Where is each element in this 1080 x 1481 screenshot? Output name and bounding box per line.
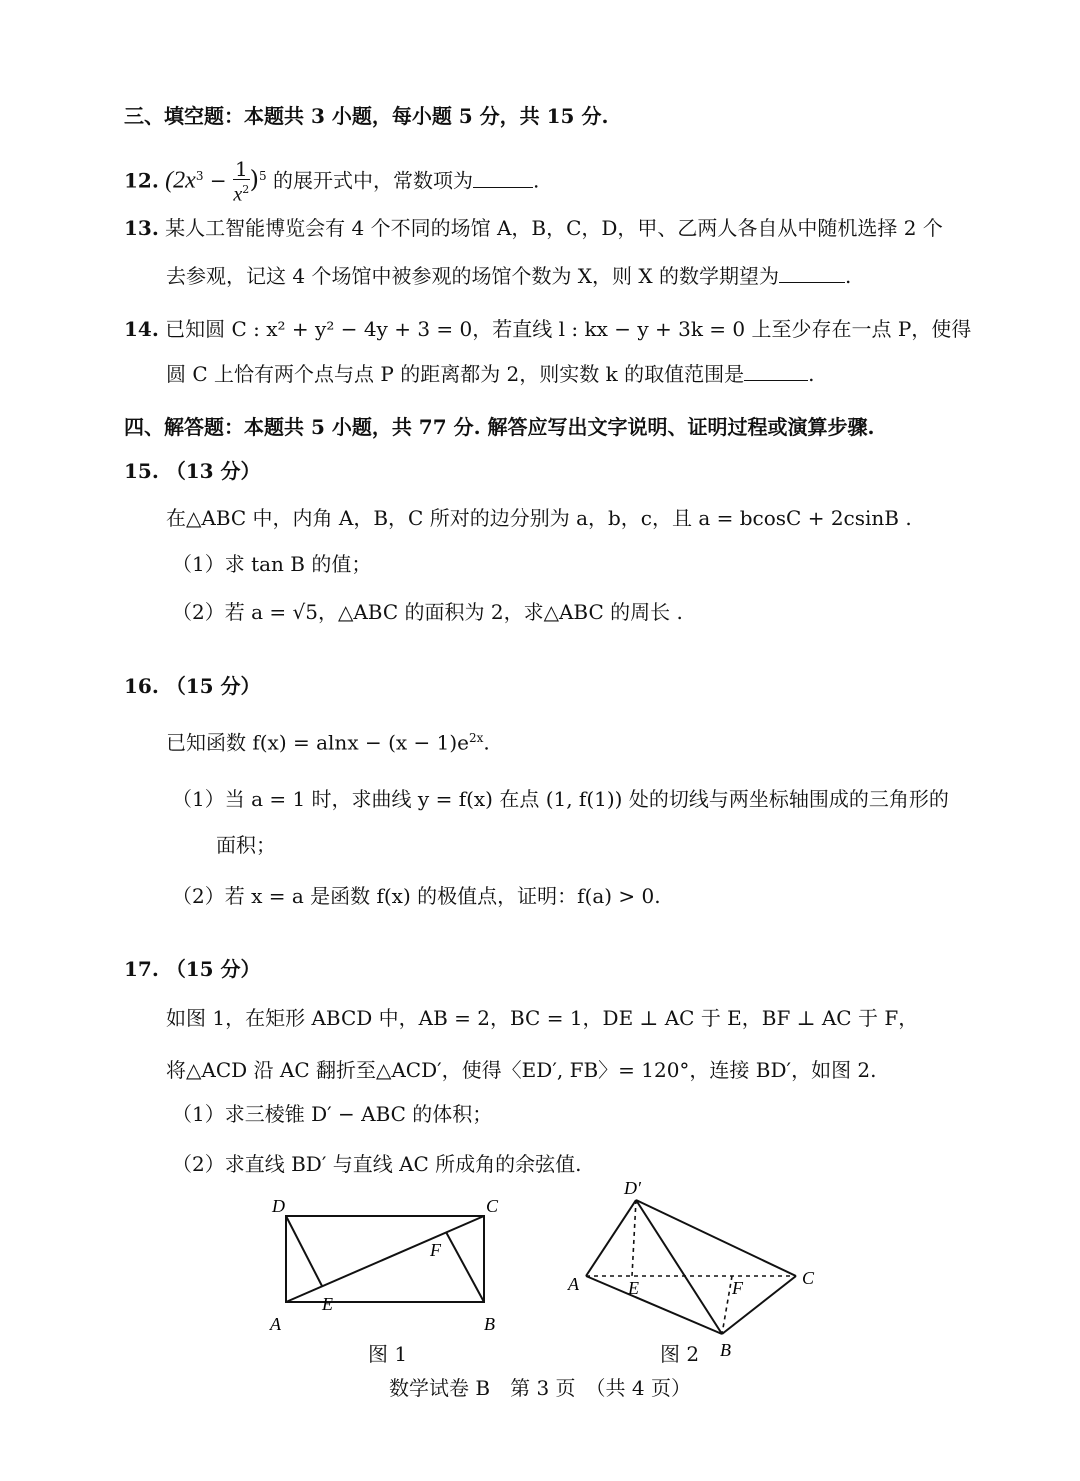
q12-exp-3: 3: [195, 169, 204, 183]
fig2-label-c: C: [802, 1268, 815, 1288]
q17-header: 17. （15 分）: [124, 957, 261, 981]
fig1-label-e: E: [322, 1294, 333, 1314]
q15-stem: 在△ABC 中，内角 A，B，C 所对的边分别为 a，b，c，且 a = bcosC + 2csinB .: [166, 506, 912, 530]
q16-header: 16. （15 分）: [124, 674, 261, 698]
q12-answer-blank: [473, 169, 533, 188]
q14-end: .: [808, 362, 815, 386]
q17-part-2: （2）求直线 BD′ 与直线 AC 所成角的余弦值.: [172, 1152, 582, 1176]
fig2-edge-de-hidden: [632, 1200, 636, 1276]
fig1-diagonal-ac: [286, 1216, 484, 1302]
section-4-heading: 四、解答题：本题共 5 小题，共 77 分. 解答应写出文字说明、证明过程或演算步骤.: [124, 415, 875, 439]
q14-text-2: 圆 C 上恰有两个点与点 P 的距离都为 2，则实数 k 的取值范围是: [166, 362, 745, 386]
page-footer: 数学试卷 B 第 3 页 （共 4 页）: [389, 1376, 691, 1400]
fig1-caption: 图 1: [368, 1342, 408, 1366]
q16-part-1-line-2: 面积；: [216, 833, 276, 857]
q12-frac-den-exp: 2: [242, 183, 250, 197]
q12-frac-den: x: [233, 183, 243, 206]
question-14-line-2: [166, 360, 814, 388]
q16-part-1-line-1: （1）当 a = 1 时，求曲线 y = f(x) 在点 (1, f(1)) 处的切线与两坐标轴围成的三角形的: [172, 787, 949, 811]
question-14-line-1: [124, 315, 971, 343]
q15-header: 15. （13 分）: [124, 459, 261, 483]
question-13-line-2: [166, 262, 851, 290]
fig1-label-c: C: [486, 1196, 499, 1216]
q12-end: .: [533, 168, 540, 193]
q17-line-2: 将△ACD 沿 AC 翻折至△ACD′，使得〈ED′, FB〉= 120°，连接 BD′，如图 2.: [166, 1058, 877, 1082]
fig1-segment-de: [286, 1216, 322, 1286]
q16-stem-end: .: [483, 730, 490, 755]
q12-exp-5: 5: [259, 169, 267, 183]
fig2-label-d: D′: [624, 1178, 641, 1198]
q17-line-1: 如图 1，在矩形 ABCD 中，AB = 2，BC = 1，DE ⊥ AC 于 E，BF ⊥ AC 于 F，: [166, 1006, 919, 1030]
q12-frac-num: 1: [234, 157, 248, 182]
q14-text-1: 已知圆 C : x² + y² − 4y + 3 = 0，若直线 l : kx − y + 3k = 0 上至少存在一点 P，使得: [165, 317, 972, 341]
fig2-label-f: F: [732, 1278, 743, 1298]
q12-fraction: [233, 159, 250, 205]
q16-stem-exp: 2x: [469, 731, 484, 745]
q13-text-2: 去参观，记这 4 个场馆中被参观的场馆个数为 X，则 X 的数学期望为: [166, 264, 779, 288]
fig2-edge-ab: [586, 1276, 722, 1334]
fig2-edge-fb-hidden: [722, 1276, 732, 1334]
q13-end: .: [845, 264, 852, 288]
q14-answer-blank: [744, 362, 808, 381]
q12-expr-close: ): [249, 165, 260, 194]
fig1-label-d: D: [272, 1196, 285, 1216]
q15-part-2: （2）若 a = √5，△ABC 的面积为 2，求△ABC 的周长 .: [172, 600, 683, 624]
fig1-segment-bf: [446, 1232, 484, 1302]
figure-2: [560, 1174, 830, 1364]
fig2-label-a: A: [568, 1274, 579, 1294]
question-12: [124, 158, 539, 205]
question-13-line-1: [124, 214, 943, 242]
q12-text: 的展开式中，常数项为: [273, 168, 474, 193]
fig2-label-b: B: [720, 1340, 731, 1360]
q13-text-1: 某人工智能博览会有 4 个不同的场馆 A，B，C，D，甲、乙两人各自从中随机选择 2 个: [165, 216, 943, 240]
q15-part-1: （1）求 tan B 的值；: [172, 552, 372, 576]
fig1-label-a: A: [270, 1314, 281, 1334]
q17-part-1: （1）求三棱锥 D′ − ABC 的体积；: [172, 1102, 493, 1126]
q13-answer-blank: [779, 264, 845, 283]
fig2-caption: 图 2: [660, 1342, 700, 1366]
section-3-heading: 三、填空题：本题共 3 小题，每小题 5 分，共 15 分.: [124, 104, 609, 128]
fig1-label-f: F: [430, 1240, 441, 1260]
q13-number: 13.: [124, 216, 159, 240]
q14-number: 14.: [124, 317, 159, 341]
q12-minus: −: [209, 168, 227, 193]
q12-number: 12.: [124, 168, 159, 193]
fig2-label-e: E: [628, 1278, 639, 1298]
q16-stem-text: 已知函数 f(x) = alnx − (x − 1)e: [166, 730, 469, 755]
q16-stem: [166, 724, 490, 757]
fig1-label-b: B: [484, 1314, 495, 1334]
fig2-edge-ad: [586, 1200, 636, 1276]
q16-part-2: （2）若 x = a 是函数 f(x) 的极值点，证明：f(a) > 0.: [172, 884, 661, 908]
q12-expr-base: (2x: [165, 167, 196, 194]
